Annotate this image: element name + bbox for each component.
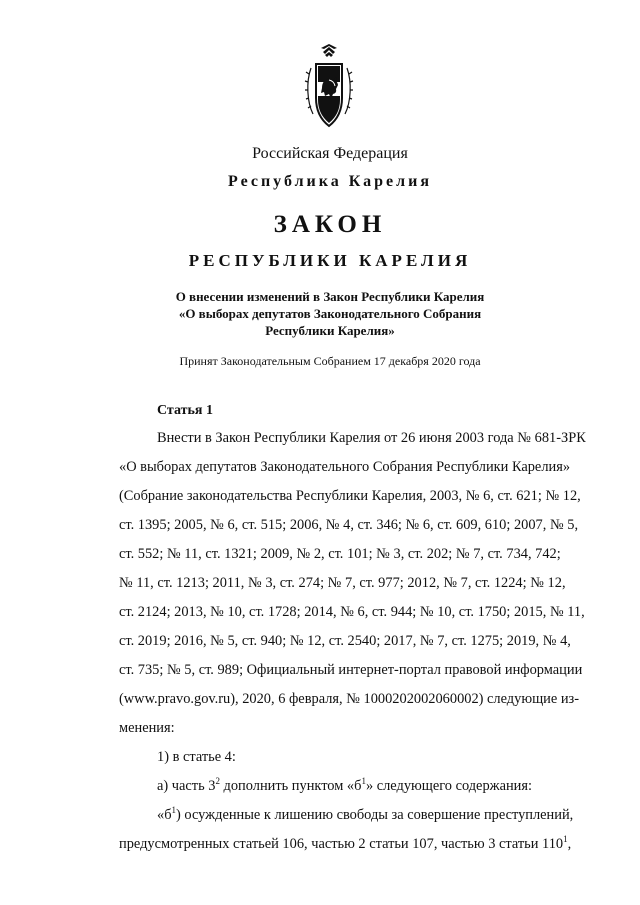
law-subject-line: «О выборах депутатов Законодательного Собрания [178,306,482,321]
body-line: «О выборах депутатов Законодательного Собрания Республики Карелия» [119,459,571,475]
text-run: «б [157,807,172,823]
list-item-1: 1) в статье 4: [157,749,236,765]
law-subject-line: Республики Карелия» [265,323,395,338]
list-item-a [119,772,532,801]
text-run: дополнить пунктом «б [219,778,362,794]
text-run: » следующего содержания: [365,778,532,794]
superscript: 1 [171,805,177,815]
text-run: а) часть 3 [157,778,216,794]
law-subject [140,288,520,339]
body-line: ст. 552; № 11, ст. 1321; 2009, № 2, ст. 101; № 3, ст. 202; № 7, ст. 734, 742; [119,546,561,562]
body-line: Внести в Закон Республики Карелия от 26 июня 2003 года № 681-ЗРК [157,430,586,446]
document-type: ЗАКОН [273,211,387,238]
republic-name: Республика Карелия [228,173,432,190]
quoted-line [119,830,572,859]
article-heading: Статья 1 [157,403,213,418]
text-run: , [567,836,572,852]
body-line: № 11, ст. 1213; 2011, № 3, ст. 274; № 7, ст. 977; 2012, № 7, ст. 1224; № 12, [119,575,566,591]
body-line: ст. 1395; 2005, № 6, ст. 515; 2006, № 4, ст. 346; № 6, ст. 609, 610; 2007, № 5, [119,517,579,533]
superscript: 1 [361,776,366,786]
body-line: (Собрание законодательства Республики Карелия, 2003, № 6, ст. 621; № 12, [119,488,581,504]
body-line: ст. 2124; 2013, № 10, ст. 1728; 2014, № 6, ст. 944; № 10, ст. 1750; 2015, № 11, [119,604,585,620]
law-subject-line: О внесении изменений в Закон Республики Карелия [175,289,485,304]
country-name: Российская Федерация [252,145,408,162]
quoted-line [119,801,574,830]
article-body [119,424,586,859]
adoption-note: Принят Законодательным Собранием 17 декабря 2020 года [179,354,481,368]
body-line: менения: [119,720,175,736]
body-line: ст. 2019; 2016, № 5, ст. 940; № 12, ст. 2540; 2017, № 7, ст. 1275; 2019, № 4, [119,633,571,649]
text-run: предусмотренных статьей 106, частью 2 статьи 107, частью 3 статьи 110 [119,836,564,852]
text-run: ) осужденные к лишению свободы за совершение преступлений, [176,807,574,823]
superscript: 1 [563,834,568,844]
karelia-coat-of-arms [303,44,355,134]
body-line: ст. 735; № 5, ст. 989; Официальный интернет-портал правовой информации [119,662,583,678]
superscript: 2 [215,776,220,786]
body-line: (www.pravo.gov.ru), 2020, 6 февраля, № 1000202002060002) следующие из- [119,691,580,707]
law-issuer: РЕСПУБЛИКИ КАРЕЛИЯ [188,251,472,270]
